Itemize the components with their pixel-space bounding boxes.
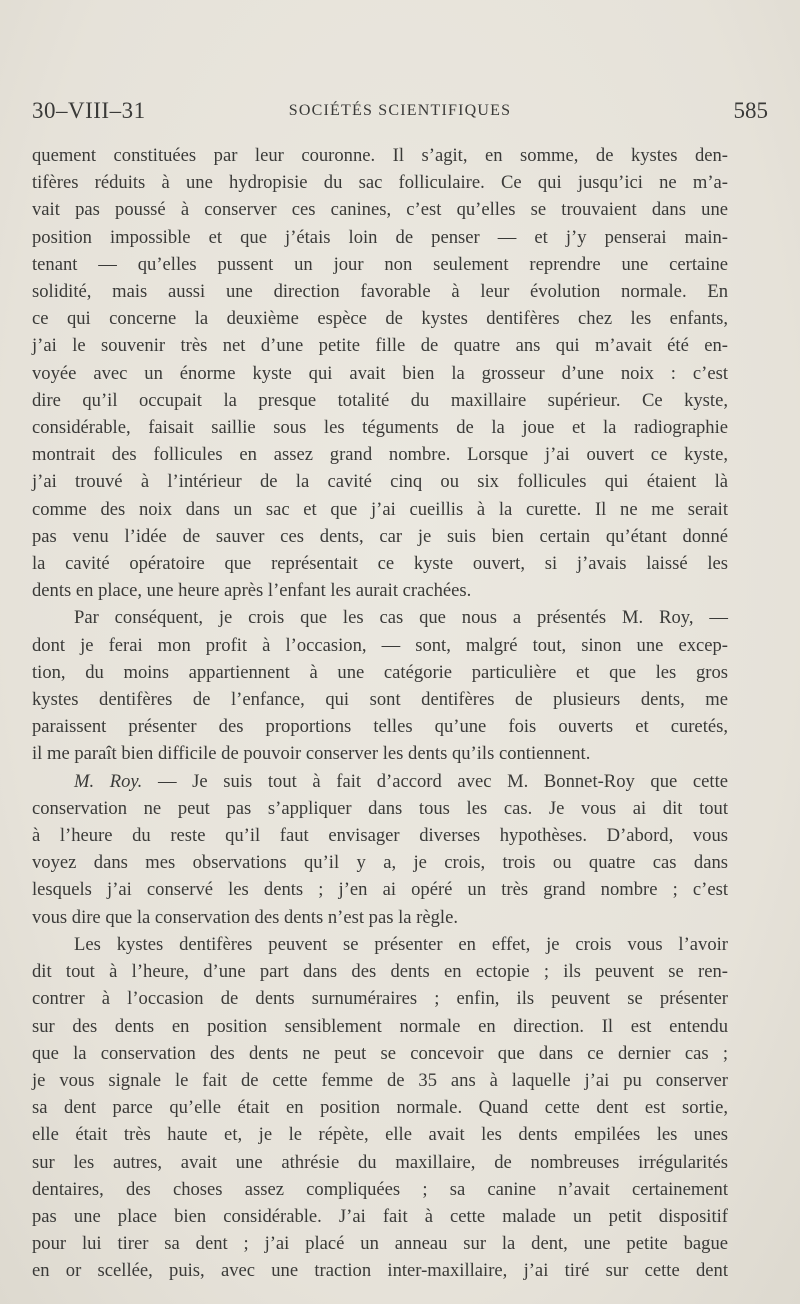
text-line: j’ai le souvenir très net d’une petite fille de quatre ans qui m’avait été en- <box>32 335 728 357</box>
text-line: voyez dans mes observations qu’il y a, je crois, trois ou quatre cas dans <box>32 852 728 874</box>
text-line: kystes dentifères de l’enfance, qui sont dentifères de plusieurs dents, me <box>32 689 728 711</box>
header-title: SOCIÉTÉS SCIENTIFIQUES <box>288 102 512 119</box>
text-line: Les kystes dentifères peuvent se présenter en effet, je crois vous l’avoir <box>74 933 728 955</box>
text-line: elle était très haute et, je le répète, elle avait les dents empilées les unes <box>32 1124 728 1146</box>
text-line: solidité, mais aussi une direction favorable à leur évolution normale. En <box>32 281 728 303</box>
running-header <box>32 98 768 128</box>
text-line: la cavité opératoire que représentait ce kyste ouvert, si j’avais laissé les <box>32 553 728 575</box>
text-line: paraissent présenter des proportions telles qu’une fois ouverts et curetés, <box>32 716 728 738</box>
text-line: lesquels j’ai conservé les dents ; j’en ai opéré un très grand nombre ; c’est <box>32 879 728 901</box>
text-line: Par conséquent, je crois que les cas que nous a présentés M. Roy, — <box>74 607 728 629</box>
text-line: sur des dents en position sensiblement normale en direction. Il est entendu <box>32 1015 728 1037</box>
text-line: montrait des follicules en assez grand nombre. Lorsque j’ai ouvert ce kyste, <box>32 444 728 466</box>
text-line: voyée avec un énorme kyste qui avait bien la grosseur d’une noix : c’est <box>32 362 728 384</box>
text-line: sa dent parce qu’elle était en position normale. Quand cette dent est sortie, <box>32 1097 728 1119</box>
text-line: dents en place, une heure après l’enfant les aurait crachées. <box>32 580 472 602</box>
text-line: dentaires, des choses assez compliquées ; sa canine n’avait certainement <box>32 1178 728 1200</box>
text-span: — Je suis tout à fait d’accord avec M. Bonnet-Roy que cette <box>142 770 728 792</box>
page-number: 585 <box>733 98 768 123</box>
speaker-name: M. Roy. <box>74 770 143 792</box>
text-line: position impossible et que j’étais loin de penser — et j’y penserai main- <box>32 226 728 248</box>
text-line: sur les autres, avait une athrésie du maxillaire, de nombreuses irrégularités <box>32 1151 728 1173</box>
body-text <box>32 142 728 1285</box>
text-line: tenant — qu’elles pussent un jour non seulement reprendre une certaine <box>32 253 728 275</box>
text-line: pas venu l’idée de sauver ces dents, car je suis bien certain qu’étant donné <box>32 525 728 547</box>
text-line: conservation ne peut pas s’appliquer dans tous les cas. Je vous ai dit tout <box>32 797 728 819</box>
text-line: pour lui tirer sa dent ; j’ai placé un anneau sur la dent, une petite bague <box>32 1233 728 1255</box>
text-line: considérable, faisait saillie sous les téguments de la joue et la radiographie <box>32 417 728 439</box>
text-line: vous dire que la conservation des dents n’est pas la règle. <box>32 906 458 928</box>
text-line: en or scellée, puis, avec une traction inter-maxillaire, j’ai tiré sur cette dent <box>32 1260 728 1282</box>
text-line <box>32 768 728 795</box>
text-line: tion, du moins appartiennent à une catégorie particulière et que les gros <box>32 661 728 683</box>
header-date: 30–VIII–31 <box>32 98 146 123</box>
text-line: contrer à l’occasion de dents surnuméraires ; enfin, ils peuvent se présenter <box>32 988 728 1010</box>
text-line: à l’heure du reste qu’il faut envisager diverses hypothèses. D’abord, vous <box>32 825 728 847</box>
text-line: pas une place bien considérable. J’ai fait à cette malade un petit dispositif <box>32 1205 728 1227</box>
text-line: dont je ferai mon profit à l’occasion, — sont, malgré tout, sinon une excep- <box>32 634 728 656</box>
text-line: comme des noix dans un sac et que j’ai cueillis à la curette. Il ne me serait <box>32 498 728 520</box>
text-line: quement constituées par leur couronne. Il s’agit, en somme, de kystes den- <box>32 145 728 166</box>
text-line: dire qu’il occupait la presque totalité du maxillaire supérieur. Ce kyste, <box>32 389 728 411</box>
text-line: que la conservation des dents ne peut se concevoir que dans ce dernier cas ; <box>32 1042 728 1064</box>
text-line: il me paraît bien difficile de pouvoir conserver les dents qu’ils contiennent. <box>32 743 591 765</box>
text-line: je vous signale le fait de cette femme de 35 ans à laquelle j’ai pu conserver <box>32 1069 728 1091</box>
text-line: vait pas poussé à conserver ces canines, c’est qu’elles se trouvaient dans une <box>32 199 728 221</box>
text-line: tifères réduits à une hydropisie du sac folliculaire. Ce qui jusqu’ici ne m’a- <box>32 172 728 194</box>
text-line: j’ai trouvé à l’intérieur de la cavité cinq ou six follicules qui étaient là <box>32 471 728 493</box>
text-line: dit tout à l’heure, d’une part dans des dents en ectopie ; ils peuvent se ren- <box>32 961 728 983</box>
text-line: ce qui concerne la deuxième espèce de kystes dentifères chez les enfants, <box>32 308 728 330</box>
